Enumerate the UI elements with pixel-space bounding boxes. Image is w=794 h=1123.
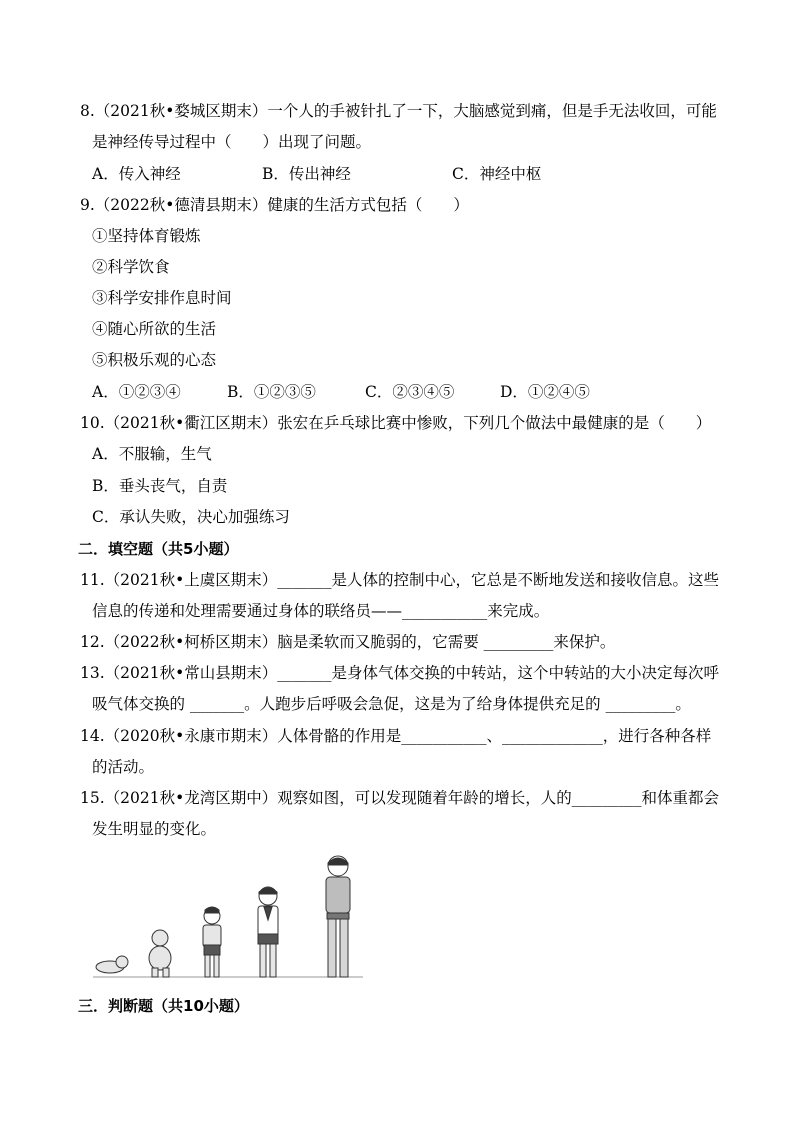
q9-option-b[interactable]: B．①②③⑤: [227, 383, 316, 401]
older-child-figure: [258, 887, 278, 977]
q8-option-c[interactable]: C．神经中枢: [452, 165, 542, 183]
q8-option-a[interactable]: A．传入神经: [92, 165, 181, 183]
baby-lying-figure: [96, 956, 128, 973]
q8-line2: 是神经传导过程中（ ）出现了问题。: [92, 133, 372, 151]
q9-item-2: ②科学饮食: [92, 258, 170, 276]
small-child-figure: [203, 907, 221, 977]
q13-line2: 吸气体交换的 _______。人跑步后呼吸会急促，这是为了给身体提供充足的 _________。: [92, 695, 691, 713]
q9-item-4: ④随心所欲的生活: [92, 320, 217, 338]
q9-options: [92, 382, 590, 402]
q9-option-c[interactable]: C．②③④⑤: [365, 383, 455, 401]
q10-option-a[interactable]: A．不服输，生气: [92, 445, 212, 463]
q8-options: [92, 164, 541, 184]
q8-option-b[interactable]: B．传出神经: [262, 165, 351, 183]
q9-item-3: ③科学安排作息时间: [92, 289, 232, 307]
toddler-figure: [149, 930, 171, 977]
q9-option-a[interactable]: A．①②③④: [92, 383, 181, 401]
q10-line1: 10.（2021秋•衢江区期末）张宏在乒乓球比赛中惨败，下列几个做法中最健康的是（ ）: [80, 414, 712, 432]
q14-line1: 14.（2020秋•永康市期末）人体骨骼的作用是___________、_____________，进行各种各样: [80, 727, 712, 745]
q9-item-5: ⑤积极乐观的心态: [92, 351, 217, 369]
q8-line1: 8.（2021秋•婺城区期末）一个人的手被针扎了一下，大脑感觉到痛，但是手无法收回，可能: [80, 102, 717, 120]
q9-item-1: ①坚持体育锻炼: [92, 227, 201, 245]
adult-figure: [326, 856, 350, 977]
q10-option-b[interactable]: B．垂头丧气，自责: [92, 477, 228, 495]
q15-line1: 15.（2021秋•龙湾区期中）观察如图，可以发现随着年龄的增长，人的_________和体重都会: [80, 789, 719, 807]
q13-line1: 13.（2021秋•常山县期末）_______是身体气体交换的中转站，这个中转站的大小决定每次呼: [80, 664, 719, 682]
q12-line1: 12.（2022秋•柯桥区期末）脑是柔软而又脆弱的，它需要 _________来保护。: [80, 633, 616, 651]
section-2-heading: 二．填空题（共5小题）: [78, 540, 239, 558]
q11-line2: 信息的传递和处理需要通过身体的联络员——___________来完成。: [92, 602, 550, 620]
q15-line2: 发生明显的变化。: [92, 820, 217, 838]
q11-line1: 11.（2021秋•上虞区期末）_______是人体的控制中心，它总是不断地发送和接收信息。这些: [80, 571, 719, 589]
q14-line2: 的活动。: [92, 758, 155, 776]
section-3-heading: 三．判断题（共10小题）: [78, 997, 249, 1015]
q9-line1: 9.（2022秋•德清县期末）健康的生活方式包括（ ）: [80, 196, 469, 214]
q9-option-d[interactable]: D．①②④⑤: [500, 383, 590, 401]
q10-option-c[interactable]: C．承认失败，决心加强练习: [92, 508, 290, 526]
growth-stages-figure: [88, 852, 368, 984]
